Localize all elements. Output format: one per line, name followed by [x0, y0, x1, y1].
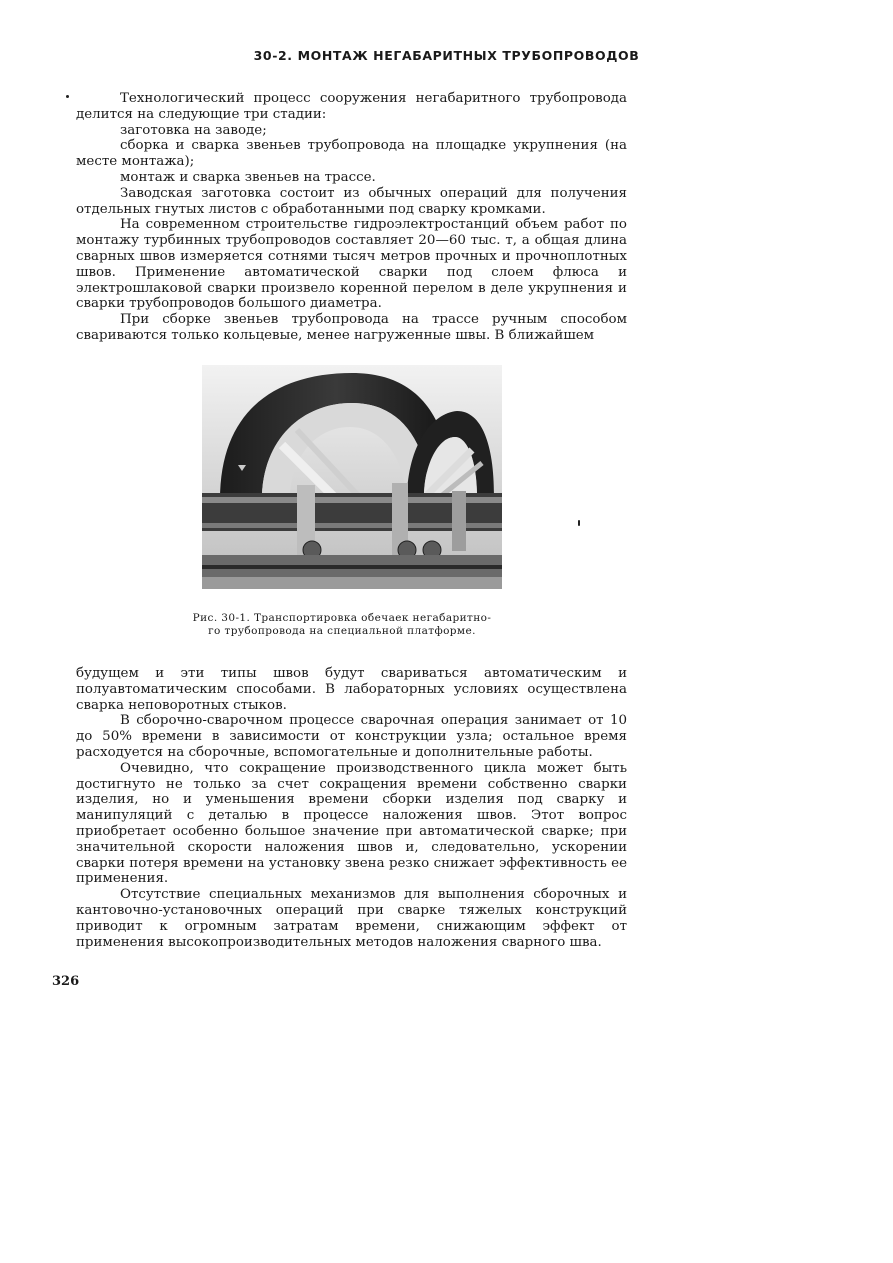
scan-speck [578, 520, 580, 526]
paragraph: Очевидно, что сокращение производственного цикла может быть достигнуто не только за счет сокращения времени собственно сварки изделия, но и уменьшения времени сборки изделия под сварку и манипуляций с деталью в процессе наложения швов. Этот вопрос приобретает особенно большое значение при автоматической сварке; при значительной скорости наложения швов и, следовательно, ускорении сварки потеря времени на установку звена резко снижает эффективность ее применения. [76, 760, 627, 887]
page-title: 30-2. МОНТАЖ НЕГАБАРИТНЫХ ТРУБОПРОВОДОВ [253, 48, 640, 63]
figure-photo [202, 365, 502, 589]
paragraph: заготовка на заводе; [120, 122, 267, 138]
paragraph: будущем и эти типы швов будут свариваться автоматическим и полуавтоматическим способами. В лабораторных условиях осуществлена сварка неповоротных стыков. [76, 666, 627, 713]
paragraph: сборка и сварка звеньев трубопровода на площадке укрупнения (на месте монтажа); [76, 138, 627, 170]
text-block-top [76, 91, 627, 344]
text-block-bottom [76, 666, 627, 950]
paragraph: При сборке звеньев трубопровода на трассе ручным способом свариваются только кольцевые, менее нагруженные швы. В ближайшем [76, 312, 627, 343]
paragraph: Технологический процесс сооружения негабаритного трубопровода делится на следующие три стадии: [76, 91, 627, 122]
scan-speck [66, 95, 69, 98]
paragraph: монтаж и сварка звеньев на трассе. [120, 169, 376, 185]
paragraph: На современном строительстве гидроэлектростанций объем работ по монтажу турбинных трубопроводов составляет 20—60 тыс. т, а общая длина сварных швов измеряется сотнями тысяч метров прочных и прочноплотных швов. Применение автоматической сварки под слоем флюса и электрошлаковой сварки произвело коренной перелом в деле укрупнения и сварки трубопроводов большого диаметра. [76, 217, 627, 312]
paragraph: В сборочно-сварочном процессе сварочная операция занимает от 10 до 50% времени в зависимости от конструкции узла; остальное время расходуется на сборочные, вспомогательные и дополнительные работы. [76, 713, 627, 760]
figure-caption [182, 612, 502, 638]
pipe-shells-on-platform-illustration [202, 365, 502, 589]
figure-caption-line2: го трубопровода на специальной платформе. [208, 625, 476, 637]
figure-caption-line1: Рис. 30-1. Транспортировка обечаек негабаритно- [192, 612, 492, 624]
paragraph: Заводская заготовка состоит из обычных операций для получения отдельных гнутых листов с обработанными под сварку кромками. [76, 185, 627, 217]
page-number: 326 [52, 974, 80, 989]
paragraph: Отсутствие специальных механизмов для выполнения сборочных и кантовочно-установочных операций при сварке тяжелых конструкций приводит к огромным затратам времени, снижающим эффект от применения высокопроизводительных методов наложения сварного шва. [76, 887, 627, 950]
